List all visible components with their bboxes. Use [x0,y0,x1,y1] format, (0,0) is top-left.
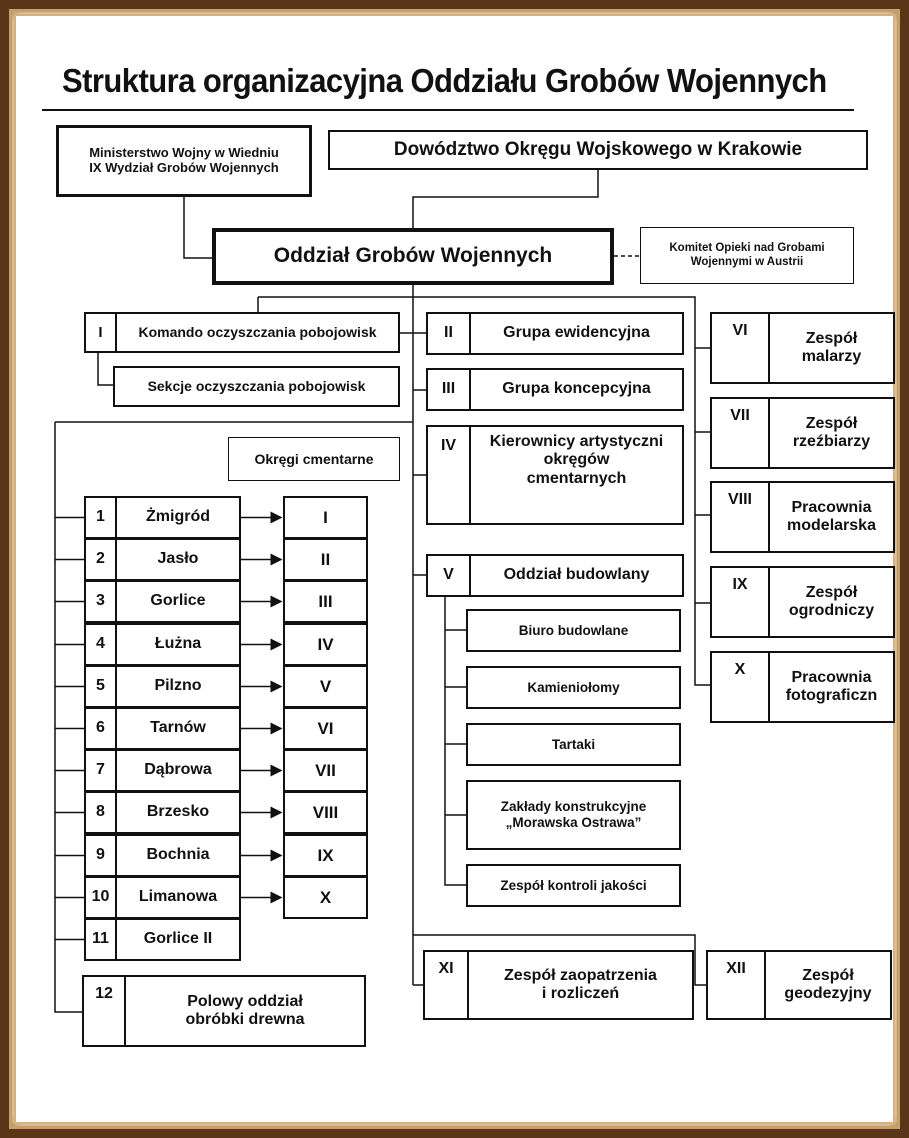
construction-unit-box: Zakłady konstrukcyjne „Morawska Ostrawa” [466,780,681,850]
district-roman-box: V [283,665,368,708]
right-team-label: Zespół ogrodniczy [788,583,875,619]
district-row [84,538,241,581]
district-row [84,749,241,792]
district-name: Bochnia [146,846,210,864]
title-underline [42,109,854,111]
unit-i-box [84,312,400,353]
middle-group-number: III [428,370,471,409]
main-box [212,228,614,285]
right-team-box [710,481,895,553]
district-roman-box: IX [283,834,368,877]
construction-unit-box: Tartaki [466,723,681,766]
district-name: Jasło [157,550,199,568]
right-team-number: VI [712,314,770,382]
middle-group-label: Grupa koncepcyjna [502,380,651,398]
district-row [84,623,241,666]
right-team-label: Pracownia fotograficzn [785,668,878,704]
unit-xi-number: XI [425,952,469,1018]
right-team-label: Zespół malarzy [801,329,862,365]
district-number: 6 [86,709,117,748]
district-row [84,918,241,961]
district-number: 4 [86,625,117,664]
district-12-label: Polowy oddział obróbki drewna [185,992,305,1028]
district-name: Brzesko [146,803,210,821]
district-number: 11 [86,920,117,959]
unit-i-number: I [86,314,117,351]
middle-group-number: V [428,556,471,595]
construction-unit-box: Zespół kontroli jakości [466,864,681,907]
committee-box [640,227,854,284]
district-12-number: 12 [84,977,126,1045]
right-team-number: X [712,653,770,721]
district-name: Dąbrowa [144,761,212,779]
right-team-label: Zespół rzeźbiarzy [792,414,871,450]
right-team-box [710,397,895,469]
district-roman-box: IV [283,623,368,666]
middle-group-box [426,368,684,411]
middle-group-box [426,312,684,355]
sections-box [113,366,400,407]
district-number: 10 [86,878,117,917]
middle-group-box [426,554,684,597]
district-roman-box: II [283,538,368,581]
district-row [84,791,241,834]
ministry-label: Ministerstwo Wojny w Wiedniu IX Wydział Grobów Wojennych [89,145,279,175]
middle-group-number: II [428,314,471,353]
district-row [84,665,241,708]
unit-xi-label: Zespół zaopatrzenia i rozliczeń [504,966,657,1002]
district-number: 2 [86,540,117,579]
unit-xi-box [423,950,694,1020]
district-name: Gorlice [150,592,206,610]
page-title: Struktura organizacyjna Oddziału Grobów Wojennych [62,62,827,99]
right-team-number: VII [712,399,770,467]
unit-xii-box [706,950,892,1020]
unit-i-label: Komando oczyszczania pobojowisk [138,324,377,341]
district-name: Gorlice II [143,930,213,948]
district-roman-box: VI [283,707,368,750]
district-row [84,496,241,539]
right-team-box [710,651,895,723]
right-team-number: VIII [712,483,770,551]
district-roman-box: VII [283,749,368,792]
right-team-box [710,566,895,638]
unit-xii-number: XII [708,952,766,1018]
district-number: 1 [86,498,117,537]
districts-label: Okręgi cmentarne [254,450,374,467]
district-row [84,580,241,623]
district-number: 9 [86,836,117,875]
district-name: Limanowa [138,888,218,906]
command-label: Dowództwo Okręgu Wojskowego w Krakowie [393,139,803,161]
district-number: 5 [86,667,117,706]
district-number: 7 [86,751,117,790]
construction-unit-box: Biuro budowlane [466,609,681,652]
main-label: Oddział Grobów Wojennych [273,244,553,268]
sections-label: Sekcje oczyszczania pobojowisk [147,378,366,395]
district-roman-box: I [283,496,368,539]
district-number: 8 [86,793,117,832]
right-team-label: Pracownia modelarska [787,498,876,534]
middle-group-label: Grupa ewidencyjna [503,324,650,342]
district-12-box [82,975,366,1047]
construction-unit-box: Kamieniołomy [466,666,681,709]
district-roman-box: III [283,580,368,623]
unit-xii-label: Zespół geodezyjny [784,966,872,1002]
district-roman-box: VIII [283,791,368,834]
district-roman-box: X [283,876,368,919]
right-team-number: IX [712,568,770,636]
districts-label-box [228,437,400,481]
committee-label: Komitet Opieki nad Grobami Wojennymi w Austrii [669,242,825,268]
district-name: Łużna [154,635,202,653]
district-row [84,707,241,750]
command-box [328,130,868,170]
middle-group-label: Kierownicy artystyczni okręgów cmentarnych [489,433,664,487]
district-row [84,876,241,919]
district-name: Żmigród [146,508,210,526]
middle-group-label: Oddział budowlany [503,566,650,584]
middle-group-box [426,425,684,525]
middle-group-number: IV [428,427,471,523]
district-row [84,834,241,877]
ministry-box [56,125,312,197]
right-team-box [710,312,895,384]
district-name: Tarnów [150,719,206,737]
district-name: Pilzno [154,677,202,695]
district-number: 3 [86,582,117,621]
